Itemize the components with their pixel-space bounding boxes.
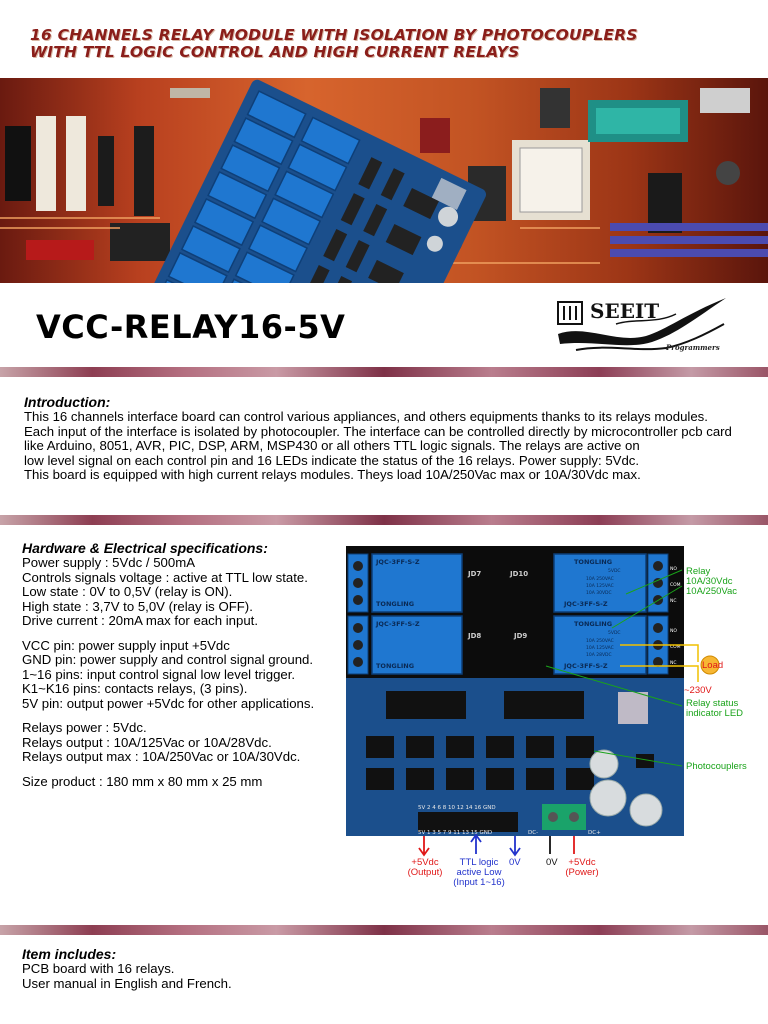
relay-coil: 5VDC	[608, 569, 621, 574]
terminal-no: NO	[670, 567, 677, 572]
jumper-label: JD10	[510, 570, 529, 578]
power-ground-label: 0V	[546, 857, 558, 868]
title-line-1: 16 CHANNELS RELAY MODULE WITH ISOLATION BY PHOTOCOUPLERS	[30, 26, 638, 44]
relay-rating: 10A 250VAC	[586, 639, 614, 644]
terminal-nc: NC	[670, 661, 677, 666]
spec-line: Relays power : 5Vdc.	[22, 720, 147, 735]
header-pin-row: 5V 1 3 5 7 9 11 13 15 GND	[418, 830, 493, 836]
output-voltage: +5Vdc	[411, 857, 439, 868]
output-label: (Output)	[407, 867, 443, 878]
photocouplers-label: Photocouplers	[686, 761, 747, 772]
includes-line: PCB board with 16 relays.	[22, 961, 175, 976]
spec-line: Relays output : 10A/125Vac or 10A/28Vdc.	[22, 734, 272, 750]
led-label-1: Relay status	[686, 698, 739, 709]
power-label: (Power)	[565, 867, 599, 878]
led-annotation	[686, 699, 743, 719]
relay-rating: 10A 30VDC	[586, 591, 612, 596]
relay-rating-dc: 10A/30Vdc	[686, 576, 733, 587]
load-circuit-diagram	[620, 590, 730, 700]
section-divider	[0, 925, 768, 935]
terminal-nc: NC	[670, 599, 677, 604]
spec-line: Controls signals voltage : active at TTL low state.	[22, 569, 308, 585]
specs-section	[22, 540, 342, 789]
dc-minus-label: DC-	[528, 830, 539, 836]
spec-line: GND pin: power supply and control signal ground.	[22, 652, 314, 667]
introduction-line: low level signal on each control pin and 16 LEDs indicate the status of the 16 relays. Power supply: 5Vdc.	[24, 452, 640, 468]
spec-line: 5V pin: output power +5Vdc for other applications.	[22, 695, 315, 711]
spec-line: 1~16 pins: input control signal low level trigger.	[22, 666, 296, 682]
introduction-line: This board is equipped with high current relays modules. Theys load 10A/250Vac max or 10A/30Vdc max.	[24, 467, 641, 482]
relay-model: JQC-3FF-S-Z	[376, 558, 420, 566]
jumper-label: JD9	[514, 632, 528, 640]
mains-label: ~230V	[684, 685, 712, 696]
relay-model: JQC-3FF-S-Z	[376, 620, 420, 628]
relay-annotation	[686, 567, 737, 597]
spec-line: K1~K16 pins: contacts relays, (3 pins).	[22, 681, 248, 696]
relay-model: JQC-3FF-S-Z	[564, 662, 608, 670]
relay-rating: 10A 250VAC	[586, 577, 614, 582]
relay-rating: 10A 125VAC	[586, 646, 614, 651]
relay-brand: TONGLING	[574, 620, 613, 628]
power-voltage: +5Vdc	[568, 857, 596, 868]
header-pin-row: 5V 2 4 6 8 10 12 14 16 GND	[418, 805, 496, 811]
includes-line: User manual in English and French.	[22, 975, 232, 991]
dc-plus-label: DC+	[588, 830, 601, 836]
introduction-section	[24, 394, 754, 483]
led-label-2: indicator LED	[686, 708, 744, 719]
spec-line: Relays output max : 10A/250Vac or 10A/30Vdc.	[22, 749, 301, 764]
ttl-line-2: active Low	[456, 867, 502, 878]
spec-line: High state : 3,7V to 5,0V (relay is OFF).	[22, 598, 253, 614]
relay-rating-ac: 10A/250Vac	[686, 586, 738, 597]
introduction-line: Each input of the interface is isolated by photocoupler. The interface can be controlled directly by microcontroller pcb card	[24, 423, 732, 439]
includes-section	[22, 946, 422, 991]
document-title	[30, 27, 750, 61]
relay-brand: TONGLING	[574, 558, 613, 566]
spec-line: VCC pin: power supply input +5Vdc	[22, 637, 230, 653]
introduction-line: This 16 channels interface board can control various appliances, and others equipments thanks to its relays modules.	[24, 409, 708, 424]
relay-model: JQC-3FF-S-Z	[564, 600, 608, 608]
section-divider	[0, 515, 768, 525]
ground-label: 0V	[509, 857, 521, 868]
load-label: Load	[702, 660, 724, 671]
power-annotation	[564, 858, 600, 878]
relay-rating: 10A 28VDC	[586, 653, 612, 658]
relay-label: Relay	[686, 566, 711, 577]
spec-line: Power supply : 5Vdc / 500mA	[22, 555, 195, 570]
logo-wordmark: SEEIT	[590, 299, 660, 323]
relay-brand: TONGLING	[376, 662, 415, 670]
spec-line: Drive current : 20mA max for each input.	[22, 613, 259, 628]
ttl-line-1: TTL logic	[459, 857, 499, 868]
jumper-label: JD8	[468, 632, 482, 640]
terminal-no: NO	[670, 629, 677, 634]
ttl-line-3: (Input 1~16)	[453, 877, 505, 888]
relay-coil: 5VDC	[608, 631, 621, 636]
ttl-annotation	[450, 858, 508, 888]
logo-subtitle: Programmers	[666, 343, 720, 352]
relay-module-photo	[0, 78, 768, 283]
spec-size: Size product : 180 mm x 80 mm x 25 mm	[22, 773, 263, 789]
specs-heading: Hardware & Electrical specifications:	[22, 540, 268, 556]
spec-line: Low state : 0V to 0,5V (relay is ON).	[22, 584, 233, 599]
pin-arrows	[400, 834, 600, 858]
output-annotation	[406, 858, 444, 878]
introduction-line: like Arduino, 8051, AVR, PIC, DSP, ARM, MSP430 or all others TTL logic signals. The relays are active on	[24, 438, 640, 453]
hero-banner-image	[0, 78, 768, 283]
jumper-label: JD7	[468, 570, 482, 578]
section-divider	[0, 367, 768, 377]
includes-heading: Item includes:	[22, 946, 117, 962]
introduction-heading: Introduction:	[24, 394, 111, 410]
terminal-com: COM	[670, 645, 681, 650]
relay-rating: 10A 125VAC	[586, 584, 614, 589]
product-name: VCC-RELAY16-5V	[36, 308, 346, 346]
relay-brand: TONGLING	[376, 600, 415, 608]
terminal-com: COM	[670, 583, 681, 588]
title-line-2: WITH TTL LOGIC CONTROL AND HIGH CURRENT RELAYS	[30, 43, 520, 61]
